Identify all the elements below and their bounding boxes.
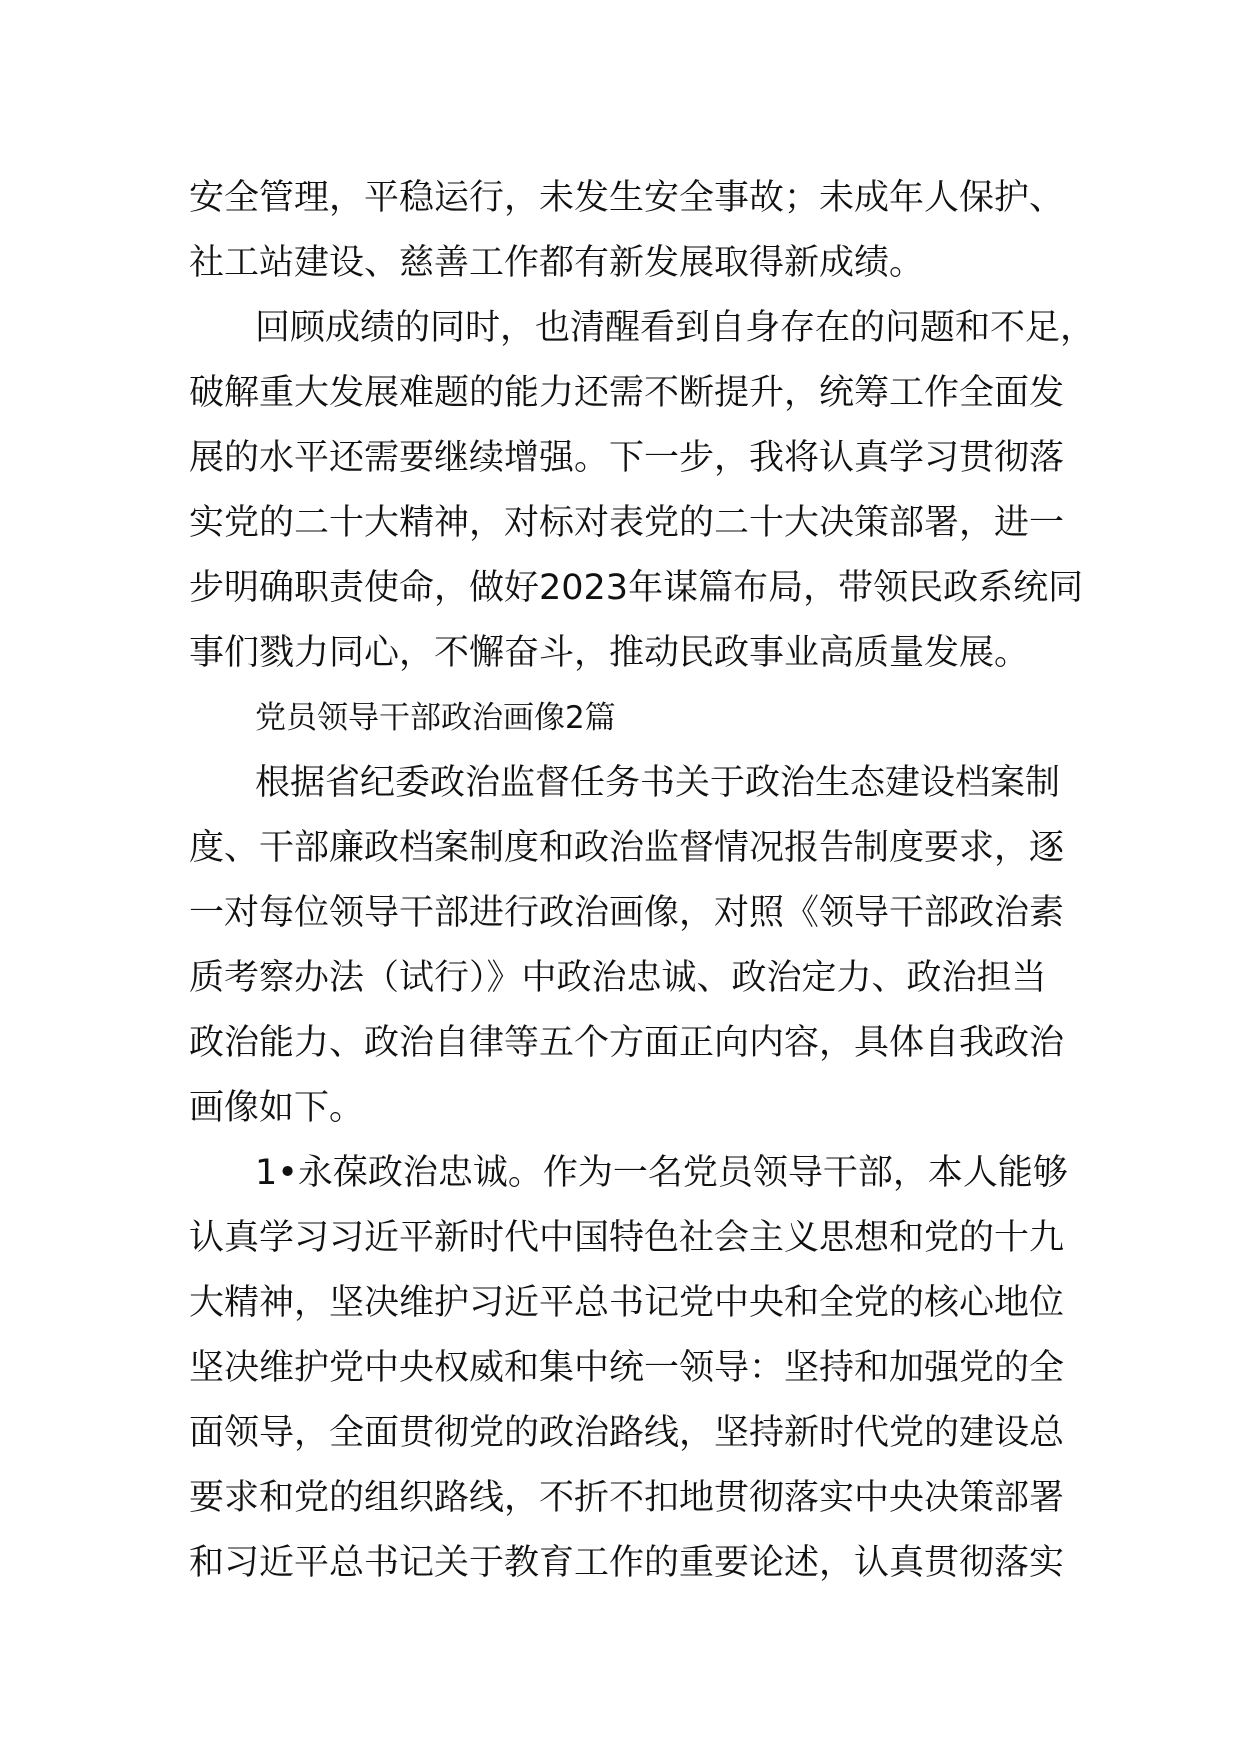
section-heading: 党员领导干部政治画像2篇 xyxy=(255,700,616,736)
text-line: 面领导，全面贯彻党的政治路线，坚持新时代党的建设总 xyxy=(189,1413,1065,1453)
text-line: 事们戮力同心，不懈奋斗，推动民政事业高质量发展。 xyxy=(189,633,1030,673)
text-line: 安全管理，平稳运行，未发生安全事故；未成年人保护、 xyxy=(189,178,1065,218)
text-line: 质考察办法（试行）》中政治忠诚、政治定力、政治担当 xyxy=(189,958,1047,998)
body-text xyxy=(189,166,1096,1596)
text-line: 回顾成绩的同时，也清醒看到自身存在的问题和不足， xyxy=(255,308,1096,348)
text-line: 实党的二十大精神，对标对表党的二十大决策部署，进一 xyxy=(189,503,1065,543)
text-line: 认真学习习近平新时代中国特色社会主义思想和党的十九 xyxy=(189,1218,1065,1258)
text-line: 要求和党的组织路线，不折不扣地贯彻落实中央决策部署 xyxy=(189,1478,1065,1518)
text-line: 社工站建设、慈善工作都有新发展取得新成绩。 xyxy=(189,243,925,283)
text-line: 根据省纪委政治监督任务书关于政治生态建设档案制 xyxy=(255,763,1061,803)
text-line: 坚决维护党中央权威和集中统一领导：坚持和加强党的全 xyxy=(189,1348,1065,1388)
text-line: 展的水平还需要继续增强。下一步，我将认真学习贯彻落 xyxy=(189,438,1065,478)
text-line: 破解重大发展难题的能力还需不断提升，统筹工作全面发 xyxy=(189,373,1065,413)
text-line: 步明确职责使命，做好2023年谋篇布局，带领民政系统同 xyxy=(189,568,1084,608)
text-line: 1•永葆政治忠诚。作为一名党员领导干部，本人能够 xyxy=(255,1153,1068,1193)
text-line: 政治能力、政治自律等五个方面正向内容，具体自我政治 xyxy=(189,1023,1065,1063)
text-line: 度、干部廉政档案制度和政治监督情况报告制度要求，逐 xyxy=(189,828,1065,868)
text-line: 一对每位领导干部进行政治画像，对照《领导干部政治素 xyxy=(189,893,1065,933)
text-line: 和习近平总书记关于教育工作的重要论述，认真贯彻落实 xyxy=(189,1543,1065,1583)
text-line: 大精神，坚决维护习近平总书记党中央和全党的核心地位 xyxy=(189,1283,1065,1323)
text-line: 画像如下。 xyxy=(189,1088,365,1128)
